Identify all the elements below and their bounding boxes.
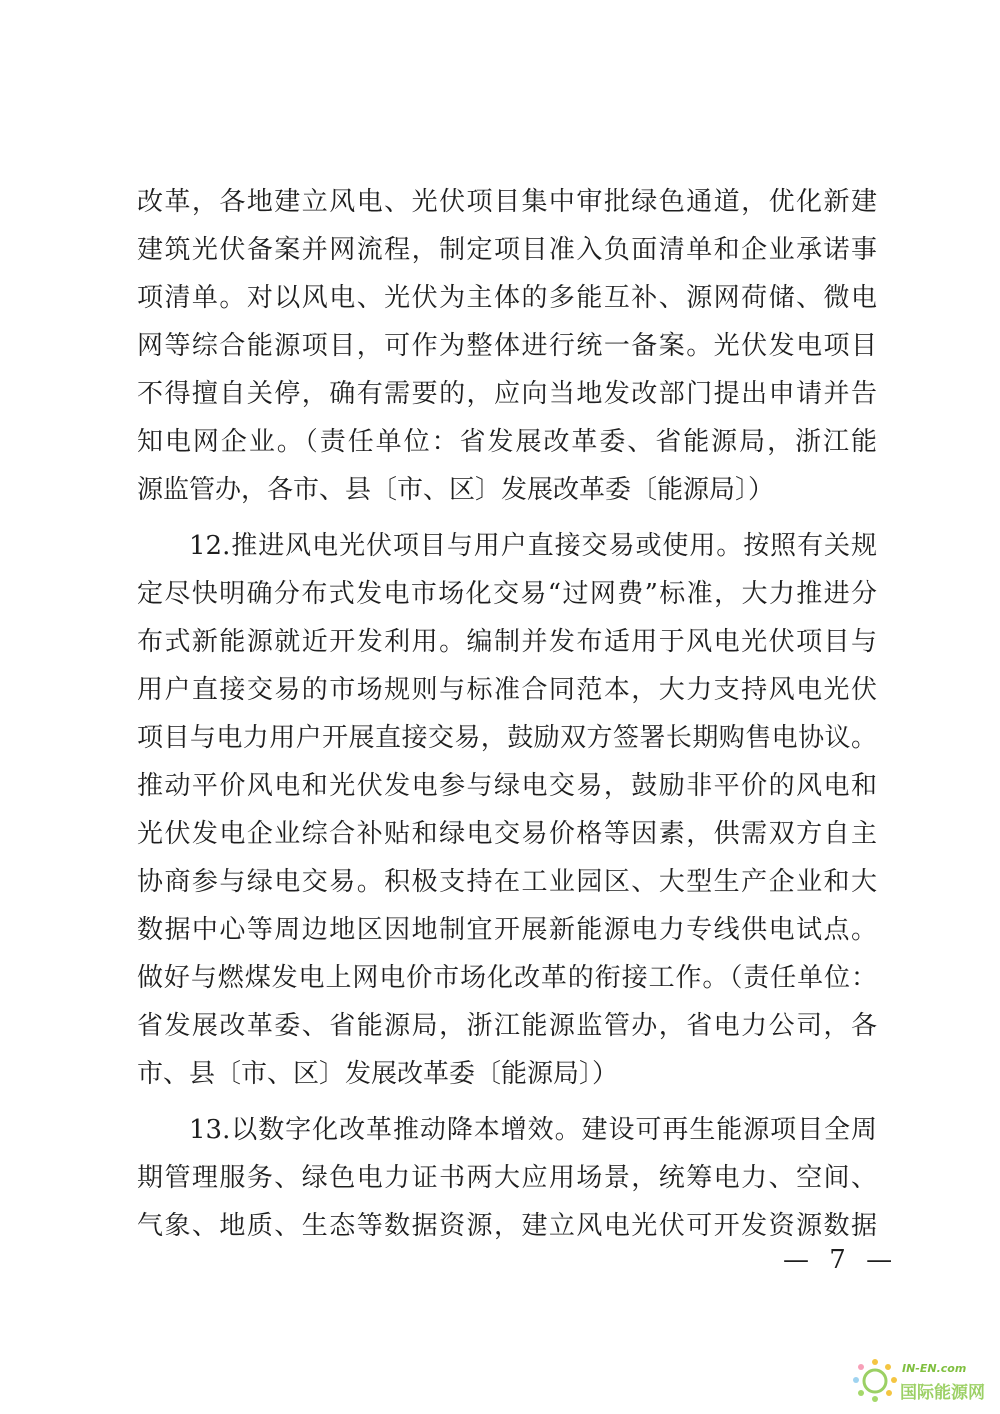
text-line: 用户直接交易的市场规则与标准合同范本，大力支持风电光伏	[137, 675, 877, 705]
sun-logo-icon	[852, 1358, 898, 1404]
text-line: 期管理服务、绿色电力证书两大应用场景，统筹电力、空间、	[137, 1163, 877, 1193]
text-line: 数据中心等周边地区因地制宜开展新能源电力专线供电试点。	[137, 915, 877, 945]
text-line: 建筑光伏备案并网流程，制定项目准入负面清单和企业承诺事	[137, 235, 877, 265]
text-line: 定尽快明确分布式发电市场化交易“过网费”标准，大力推进分	[137, 579, 877, 609]
text-line: 协商参与绿电交易。积极支持在工业园区、大型生产企业和大	[137, 867, 877, 897]
watermark-cn-text: 国际能源网	[900, 1383, 985, 1403]
page-number: — 7 —	[783, 1245, 899, 1275]
text-line: 省发展改革委、省能源局，浙江能源监管办，省电力公司，各	[137, 1011, 877, 1041]
text-line: 改革，各地建立风电、光伏项目集中审批绿色通道，优化新建	[137, 187, 877, 217]
paragraph-12-heading-line: 12.推进风电光伏项目与用户直接交易或使用。按照有关规	[189, 531, 877, 561]
paragraph-13-heading-line: 13.以数字化改革推动降本增效。建设可再生能源项目全周	[189, 1115, 877, 1145]
watermark-en-text: IN-EN.com	[902, 1362, 967, 1375]
text-line: 知电网企业。（责任单位：省发展改革委、省能源局，浙江能	[137, 427, 877, 457]
text-line: 源监管办，各市、县〔市、区〕发展改革委〔能源局〕）	[137, 475, 775, 505]
text-line: 网等综合能源项目，可作为整体进行统一备案。光伏发电项目	[137, 331, 877, 361]
text-line: 不得擅自关停，确有需要的，应向当地发改部门提出申请并告	[137, 379, 877, 409]
text-line: 气象、地质、生态等数据资源，建立风电光伏可开发资源数据	[137, 1211, 877, 1241]
in-en-watermark	[852, 1358, 992, 1406]
text-line: 光伏发电企业综合补贴和绿电交易价格等因素，供需双方自主	[137, 819, 877, 849]
body-text	[137, 178, 877, 1250]
text-line: 项清单。对以风电、光伏为主体的多能互补、源网荷储、微电	[137, 283, 877, 313]
text-line: 市、县〔市、区〕发展改革委〔能源局〕）	[137, 1059, 619, 1089]
text-line: 项目与电力用户开展直接交易，鼓励双方签署长期购售电协议。	[137, 723, 877, 753]
text-line: 布式新能源就近开发利用。编制并发布适用于风电光伏项目与	[137, 627, 877, 657]
text-line: 推动平价风电和光伏发电参与绿电交易，鼓励非平价的风电和	[137, 771, 877, 801]
text-line: 做好与燃煤发电上网电价市场化改革的衔接工作。（责任单位：	[137, 963, 877, 993]
